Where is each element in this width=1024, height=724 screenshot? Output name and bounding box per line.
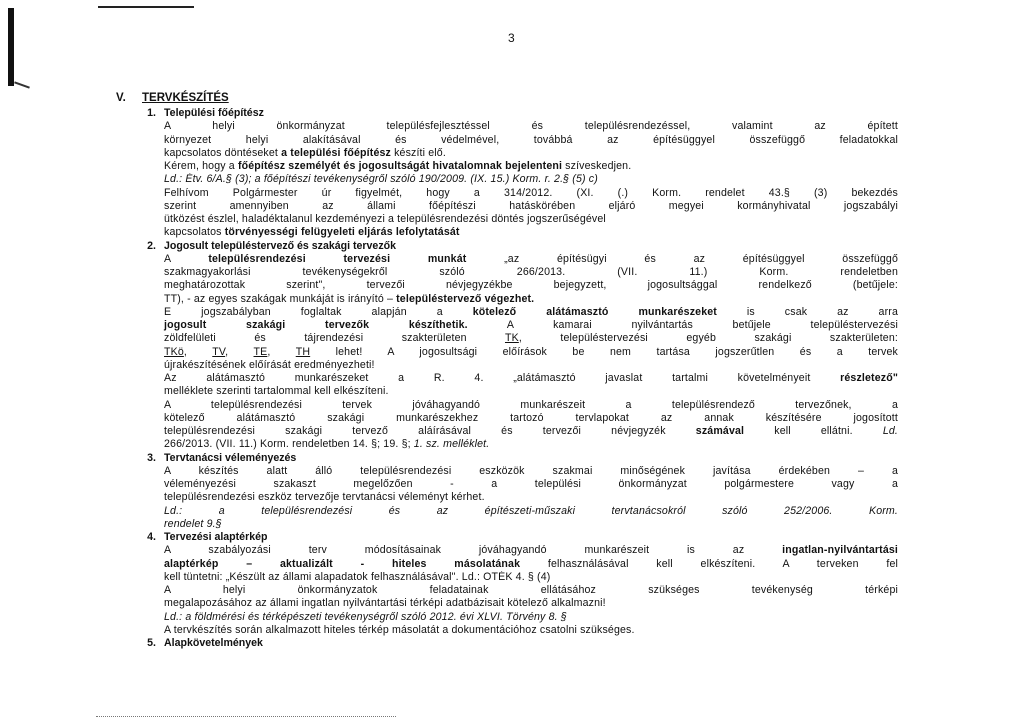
legal-reference: Ld.: Étv. 6/A.§ (3); a főépítészi tevékenységről szóló 190/2009. (IX. 15.) Korm. r. 2.§ (5) c) — [164, 173, 598, 186]
paragraph-line: meghatározottak szerint", tervezői névjegyzékbe bejegyzett, jogosultsággal rendelkező (betűjele: — [164, 279, 898, 292]
item-heading-2: 2. Jogosult településtervező és szakági tervezők — [147, 239, 396, 252]
paragraph-line: 266/2013. (VII. 11.) Korm. rendeletben 14. §; 19. §; 1. sz. melléklet. — [164, 438, 490, 451]
document-page — [116, 92, 898, 650]
paragraph-line: újrakészítésének előírását eredményezheti! — [164, 358, 375, 371]
legal-reference: Ld.: a földmérési és térképészeti tevékenységről szóló 2012. évi XLVI. Törvény 8. § — [164, 610, 567, 623]
legal-reference: Ld.: a településrendezési és az építészeti-műszaki tervtanácsokról szóló 252/2006. Korm. — [164, 504, 898, 517]
section-heading — [116, 92, 898, 107]
item-heading-5: 5. Alapkövetelmények — [147, 637, 263, 649]
paragraph-line: kell tüntetni: „Készült az állami alapadatok felhasználásával". Ld.: OTÉK 4. § (4) — [164, 570, 551, 583]
paragraph-line: környezet helyi alakításával és védelmével, továbbá az építésüggyel összefüggő feladatokkal — [164, 133, 898, 146]
paragraph-line: A településrendezési tervezési munkát „az építésügyi és az építésüggyel összefüggő — [164, 252, 898, 265]
item-heading-3: 3. Tervtanácsi véleményezés — [147, 451, 297, 464]
scan-artifact-top-line — [98, 6, 194, 8]
paragraph-line: kötelező alátámasztó szakági munkarészekhez tartozó tervlapokat az annak készítésére jogosított — [164, 411, 898, 424]
paragraph-line: E jogszabályban foglaltak alapján a kötelező alátámasztó munkarészeket is csak az arra — [164, 305, 898, 318]
paragraph-line: kapcsolatos törvényességi felügyeleti eljárás lefolytatását — [164, 226, 460, 239]
paragraph-line: szakmagyakorlási tevékenységekről szóló 266/2013. (VII. 11.) Korm. rendeletben — [164, 266, 898, 278]
paragraph-line: kapcsolatos döntéseket a települési főépítész készíti elő. — [164, 146, 446, 159]
paragraph-line: véleményezési szakaszt megelőzően - a települési önkormányzat polgármestere vagy a — [164, 478, 898, 490]
legal-reference: rendelet 9.§ — [164, 517, 222, 530]
paragraph-line: TT), - az egyes szakágak munkáját is irányító – településtervező végezhet. — [164, 292, 535, 305]
paragraph-line: megalapozásához az állami ingatlan nyilvántartási térképi adatbázisait kötelező alkalmazni! — [164, 597, 606, 610]
paragraph-line: zöldfelületi és tájrendezési szakterületen TK, településtervezési egyéb szakági szakterületen: — [164, 332, 898, 345]
section-title: TERVKÉSZÍTÉS — [142, 92, 229, 104]
paragraph-line: A településrendezési tervek jóváhagyandó munkarészeit a településrendező tervezőnek, a — [164, 398, 898, 411]
paragraph-line: A szabályozási terv módosításainak jóváhagyandó munkarészeit is az ingatlan-nyilvántartási — [164, 544, 898, 557]
paragraph-line: A helyi önkormányzatok feladatainak ellátásához szükséges tevékenység térképi — [164, 584, 898, 596]
item-heading-4: 4. Tervezési alaptérkép — [147, 531, 268, 543]
scan-artifact-tick — [14, 81, 30, 88]
scan-artifact-bottom-line — [96, 716, 396, 717]
paragraph-line: ütközést észlel, haladéktalanul kezdeményezi a településrendezési döntés jogszerűségével — [164, 213, 606, 225]
paragraph-line: településrendezési szakági tervező aláírásával és tervezői névjegyzék számával kell ellátni. Ld. — [164, 425, 898, 437]
paragraph-line: Kérem, hogy a főépítész személyét és jogosultságát hivatalomnak bejelenteni szíveskedjen. — [164, 160, 632, 172]
paragraph-line: A tervkészítés során alkalmazott hiteles térkép másolatát a dokumentációhoz csatolni szükséges. — [164, 623, 635, 636]
paragraph-line: TKö, TV, TE, TH lehet! A jogosultsági előírások be nem tartása jogszerűtlen és a tervek — [164, 345, 898, 358]
item-heading-1: 1. Települési főépítész — [147, 107, 264, 119]
paragraph-line: Az alátámasztó munkarészeket a R. 4. „alátámasztó javaslat tartalmi követelményeit részletező" — [164, 372, 898, 384]
paragraph-line: Felhívom Polgármester úr figyelmét, hogy a 314/2012. (XI. (.) Korm. rendelet 43.§ (3) bekezdés — [164, 186, 898, 199]
paragraph-line: melléklete szerinti tartalommal kell elkészíteni. — [164, 385, 389, 398]
scan-artifact-left-bar — [8, 8, 14, 86]
paragraph-line: A készítés alatt álló településrendezési eszközök szakmai minőségének javítása érdekében – a — [164, 464, 898, 477]
paragraph-line: A helyi önkormányzat településfejlesztéssel és településrendezéssel, valamint az épített — [164, 120, 898, 133]
paragraph-line: jogosult szakági tervezők készíthetik. A kamarai nyilvántartás betűjele településtervezési — [164, 319, 898, 331]
paragraph-line: alaptérkép – aktualizált - hiteles másolatának felhasználásával kell elkészíteni. A terveken fel — [164, 557, 898, 570]
section-number: V. — [116, 92, 126, 104]
paragraph-line: településrendezési eszköz tervezője tervtanácsi véleményt kérhet. — [164, 491, 485, 504]
paragraph-line: szerint amennyiben az állami főépítészi hatáskörében eljáró megyei kormányhivatal jogszabályi — [164, 199, 898, 212]
page-number: 3 — [508, 31, 515, 45]
